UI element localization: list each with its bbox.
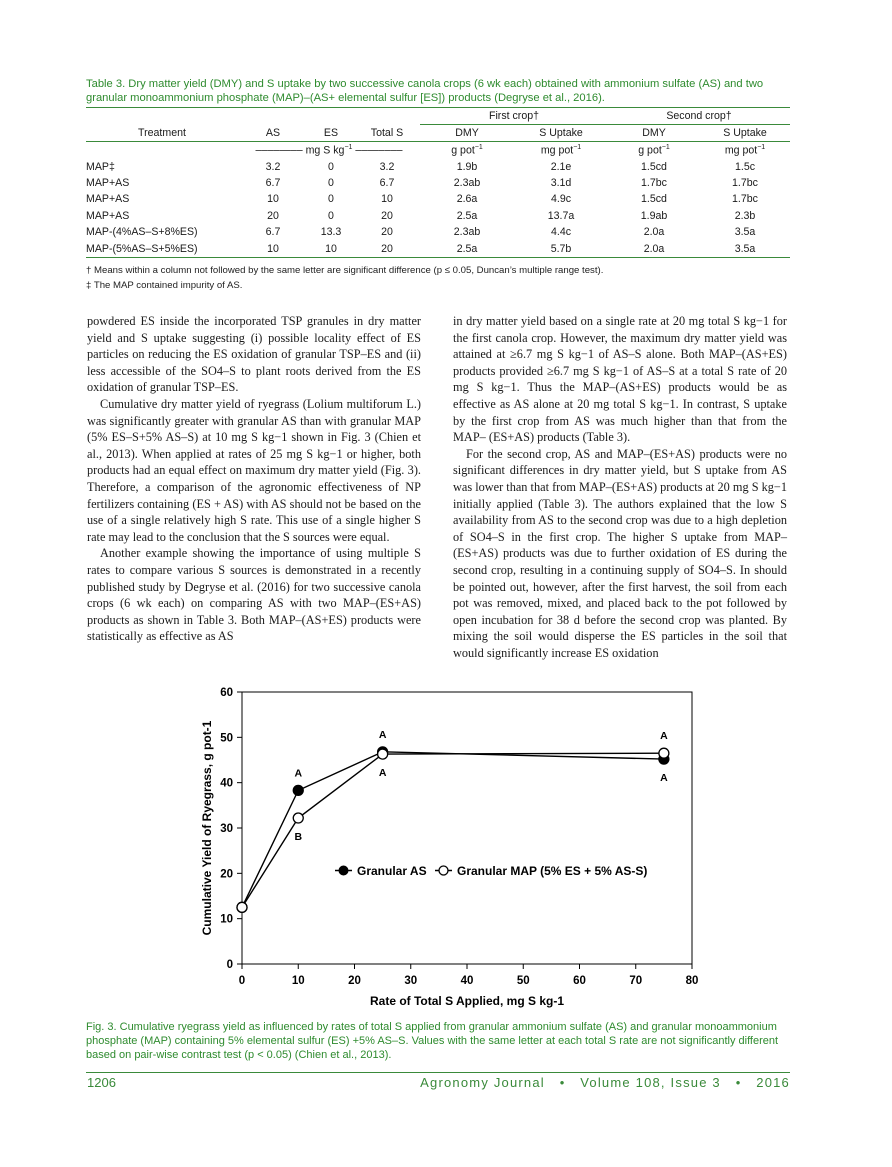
significance-letter: B [294,831,303,844]
significance-letter: A [660,772,668,785]
table-row [86,240,790,257]
page-number: 1206 [87,1075,116,1090]
col-header-as: AS [265,126,281,139]
figure-3-chart [195,680,715,1015]
table-cell: 1.5cd [641,160,667,173]
plot-frame [242,692,692,964]
col-header-total-s: Total S [370,126,404,139]
right-paragraph-1: in dry matter yield based on a single rate at 20 mg total S kg−1 for the first canola crop. However, the maximum dry matter yield was attained at ≥6.7 mg S kg−1 of AS–S alone. Both MAP–(AS+ES) products provided ≥6.7 mg S kg−1 of AS–S at a total S rate of 20 mg S kg−1. Thus the MAP–(AS+ES) products would be as effective as AS alone at 20 mg total S kg−1. In contrast, S uptake by the first crop from AS was much higher than that from the MAP– (ES+AS) products (Table 3). [453,314,787,445]
table-cell: 0 [328,160,334,173]
table-cell: 3.2 [379,160,395,173]
table-cell: 4.9c [550,193,572,206]
units-row [86,142,790,158]
data-point [293,785,303,795]
table-footnote-1: † Means within a column not followed by the same letter are significant difference (p ≤ 0.05, Duncan’s multiple range test). [86,265,604,276]
col-header-es: ES [323,126,339,139]
figure-caption: Fig. 3. Cumulative ryegrass yield as influenced by rates of total S applied from granular ammonium sulfate (AS) and granular monoammonium phosphate (MAP) containing 5% elemental sulfur (ES) +5% AS–S. Values with the same letter at each total S rate are not significantly different based on pair-wise contrast test (p < 0.05) (Chien et al., 2013). [86,1021,779,1061]
table-cell: 6.7 [379,176,395,189]
table-cell: 10 [267,193,279,206]
table-row [86,224,790,240]
table-cell: 1.5cd [641,193,667,206]
table-cell: 0 [328,193,334,206]
series-line [242,752,664,907]
data-table [86,107,790,258]
x-tick-label: 60 [573,975,586,987]
s-uptake-unit-2: mg pot$^{-1}$ [724,143,766,157]
s-rate-unit: –––––––– mg S $kg^{-1}$ –––––––– [255,143,403,157]
col-header-s-uptake-1: S Uptake [539,127,583,139]
table-cell: 2.6a [456,193,478,206]
significance-letter: A [378,767,387,780]
right-paragraph-2: For the second crop, AS and MAP–(ES+AS) products were no significant differences in dry matter yield, but S uptake from AS was lower than that from MAP–(ES+AS) products at 20 mg S kg−1 initially applied (Table 3). The authors explained that the low S availability from AS to the second crop was due to a high depletion of SO4–S in the first crop. The higher S uptake from MAP–(ES+AS) products was due to further oxidation of ES during the second crop, resulting in a continuing supply of SO4–S. In should be pointed out, however, after the first harvest, the soil from each pot was removed, mixed, and placed back to the pot followed by open incubation for 38 d before the second crop was planted. By mixing the soil would disperse the ES particles in the soil that would significantly increase ES oxidation [453,446,787,660]
table-cell: 10 [381,193,393,206]
table-cell: 2.3ab [453,226,481,239]
table-cell: 2.3b [734,209,756,222]
legend-marker-as [339,866,348,875]
table-cell: 13.3 [320,226,342,239]
x-tick-label: 50 [516,975,530,987]
journal-name: Agronomy Journal [420,1075,545,1090]
table-cell: 20 [381,242,393,255]
journal-volume: Volume 108, Issue 3 [580,1075,721,1090]
table-cell: 6.7 [265,176,281,189]
data-point [659,748,669,758]
table-cell: MAP‡ [86,160,115,173]
footer-separator: • [735,1075,742,1090]
table-cell: 2.5a [456,242,478,255]
table-cell: 1.7bc [641,176,667,189]
table-cell: 3.5a [734,242,756,255]
x-tick-label: 40 [460,975,474,987]
footer-rule [86,1072,790,1073]
table-cell: MAP+AS [86,209,130,222]
legend-label-map: Granular MAP (5% ES + 5% AS-S) [457,864,648,878]
table-cell: 2.3ab [453,176,481,189]
table-body [86,158,790,257]
table-cell: MAP-(4%AS–S+8%ES) [86,226,198,239]
table-cell: 0 [328,209,334,222]
y-tick-label: 40 [220,777,233,790]
col-header-dmy-2: DMY [642,127,666,139]
table-caption: Table 3. Dry matter yield (DMY) and S uptake by two successive canola crops (6 wk each) obtained with ammonium sulfate (AS) and two granular monoammonium phosphate (MAP)–(AS+ elemental sulfur [ES]) products (Degryse et al., 2016). [86,78,764,104]
x-tick-label: 30 [404,975,418,987]
y-tick-label: 20 [220,868,233,881]
table-row [86,158,790,174]
table-cell: 3.1d [550,176,572,189]
table-cell: 10 [267,242,279,255]
left-text-column [87,313,421,645]
table-cell: 1.9b [456,160,478,173]
running-footer [420,1075,790,1090]
x-tick-label: 0 [238,975,246,987]
table-cell: 1.7bc [732,176,758,189]
left-paragraph-1: powdered ES inside the incorporated TSP granules in dry matter yield and S uptake suggesting (i) possible locality effect of ES particles on reducing the ES oxidation of granular TSP–ES and (ii) less accessible of the SO4–S to plant roots derived from the ES oxidation of granular TSP–ES. [87,314,421,395]
journal-year: 2016 [756,1075,790,1090]
y-tick-label: 60 [220,687,233,699]
table-row [86,175,790,191]
table-cell: MAP-(5%AS–S+5%ES) [86,242,198,255]
right-text-column [453,313,787,661]
table-cell: 0 [328,176,334,189]
legend-label-as: Granular AS [357,864,427,878]
table-cell: 3.5a [734,226,756,239]
table-cell: 2.0a [643,242,665,255]
x-axis-label: Rate of Total S Applied, mg S kg-1 [369,994,565,1008]
table-cell: 10 [325,242,337,255]
x-tick-label: 80 [685,975,699,987]
y-tick-label: 30 [220,823,233,835]
table-footnote-2: ‡ The MAP contained impurity of AS. [86,280,243,291]
table-cell: 2.0a [643,226,665,239]
left-paragraph-3: Another example showing the importance of using multiple S rates to compare various S sources is demonstrated in a recently published study by Degryse et al. (2016) for two successive canola crops (6 wk each) on comparing AS with two MAP–(ES+AS) products as shown in Table 3. Both MAP–(AS+ES) products were statistically as effective as AS [87,546,421,644]
s-uptake-unit-1: mg pot$^{-1}$ [540,143,582,157]
table-cell: 20 [381,226,393,239]
second-crop-header: Second crop† [608,108,790,125]
legend-marker-map [439,866,448,875]
y-tick-label: 50 [220,732,233,745]
left-paragraph-2: Cumulative dry matter yield of ryegrass (Lolium multiforum L.) was significantly greater with granular AS than with granular MAP (5% ES–S+5% AS–S) at 10 mg S kg−1 shown in Fig. 3 (Chien et al., 2013). When applied at rates of 25 mg S kg−1 or higher, both products had an equal effect on maximum dry matter yield (Fig. 3). Therefore, a comparison of the agronomic effectiveness of NP fertilizers containing (ES + AS) with AS should not be based on the use of a single relatively high S rate. This use of a single higher S rate may lead to the conclusion that the S sources were equal. [87,396,421,544]
y-tick-label: 0 [226,959,233,971]
footer-separator: • [559,1075,566,1090]
table-cell: 5.7b [550,242,572,255]
y-tick-label: 10 [220,913,233,926]
dmy-unit-1: g pot$^{-1}$ [451,143,483,157]
table-cell: 4.4c [550,226,572,239]
x-tick-label: 20 [348,975,361,987]
table-cell: 1.5c [734,160,756,173]
table-cell: 20 [267,209,279,222]
significance-letter: A [294,767,303,780]
significance-letter: A [378,728,387,741]
data-point [237,902,247,912]
table-cell: 1.7bc [732,193,758,206]
table-cell: 13.7a [547,209,575,222]
table-cell: 20 [381,209,393,222]
table-row [86,191,790,207]
series-line [242,753,664,907]
table-cell: 2.1e [550,160,572,173]
table-cell: MAP+AS [86,193,130,206]
x-tick-label: 10 [291,975,305,987]
col-header-dmy-1: DMY [455,127,479,139]
table-cell: 3.2 [265,160,281,173]
x-tick-label: 70 [629,975,643,987]
first-crop-header: First crop† [420,108,608,125]
significance-letter: A [660,730,668,743]
dmy-unit-2: g pot$^{-1}$ [638,143,670,157]
table-cell: 6.7 [265,226,281,239]
col-header-treatment: Treatment [138,126,186,139]
col-header-s-uptake-2: S Uptake [723,127,767,139]
y-axis-label: Cumulative Yield of Ryegrass, g pot-1 [200,720,214,936]
data-point [293,813,303,823]
table-cell: 1.9ab [640,209,668,222]
table-cell: MAP+AS [86,176,130,189]
data-point [378,749,388,759]
table-cell: 2.5a [456,209,478,222]
table-row [86,208,790,224]
